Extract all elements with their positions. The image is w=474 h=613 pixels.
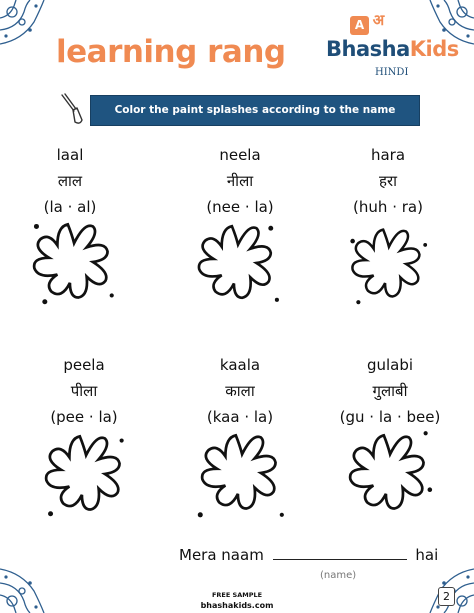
hindi-word: गुलाबी: [372, 382, 408, 400]
paint-splash[interactable]: [38, 428, 130, 520]
instruction-banner: Color the paint splashes according to the name: [90, 95, 420, 126]
logo-badge-hindi: अ: [369, 11, 388, 30]
paint-splash[interactable]: [190, 218, 282, 308]
color-word-card: [0, 142, 140, 220]
page-number: 2: [438, 587, 455, 606]
free-sample-label: FREE SAMPLE: [211, 591, 263, 599]
hindi-word: पीला: [70, 382, 98, 400]
english-word: kaala: [219, 356, 261, 374]
logo-subtitle: HINDI: [375, 67, 409, 78]
logo-wordmark-accent: Kids: [409, 37, 459, 61]
name-caption: (name): [320, 570, 357, 581]
pronunciation: (gu · la · bee): [339, 408, 441, 426]
page-title: learning rang: [56, 34, 286, 70]
logo-wordmark-main: Bhasha: [326, 37, 410, 61]
corner-ornament: [0, 0, 62, 62]
paint-splash[interactable]: [342, 426, 434, 520]
brand-logo: [326, 11, 459, 86]
pronunciation: (pee · la): [50, 408, 118, 426]
name-suffix: hai: [415, 546, 439, 564]
pronunciation: (kaa · la): [206, 408, 274, 426]
logo-wordmark: [326, 37, 459, 61]
color-word-card: [170, 142, 310, 220]
english-word: peela: [63, 356, 105, 374]
hindi-word: नीला: [226, 172, 254, 190]
hindi-word: लाल: [57, 172, 83, 190]
name-line: [179, 545, 438, 564]
paint-splash[interactable]: [345, 222, 429, 306]
hindi-word: हरा: [379, 172, 397, 190]
color-word-card: [318, 142, 458, 220]
color-word-card: [170, 352, 310, 430]
name-prefix: Mera naam: [179, 546, 264, 564]
logo-badge-latin: A: [350, 16, 369, 35]
english-word: gulabi: [366, 356, 414, 374]
pronunciation: (la · al): [43, 198, 97, 216]
color-word-card: [14, 352, 154, 430]
english-word: neela: [219, 146, 261, 164]
color-word-card: [320, 352, 460, 430]
paintbrush-icon: [58, 92, 84, 126]
paint-splash[interactable]: [194, 426, 286, 520]
hindi-word: काला: [225, 382, 255, 400]
pronunciation: (huh · ra): [353, 198, 423, 216]
name-blank[interactable]: [273, 545, 407, 560]
pronunciation: (nee · la): [206, 198, 274, 216]
website-url: bhashakids.com: [200, 601, 274, 610]
paint-splash[interactable]: [26, 216, 118, 308]
english-word: laal: [56, 146, 84, 164]
english-word: hara: [370, 146, 406, 164]
